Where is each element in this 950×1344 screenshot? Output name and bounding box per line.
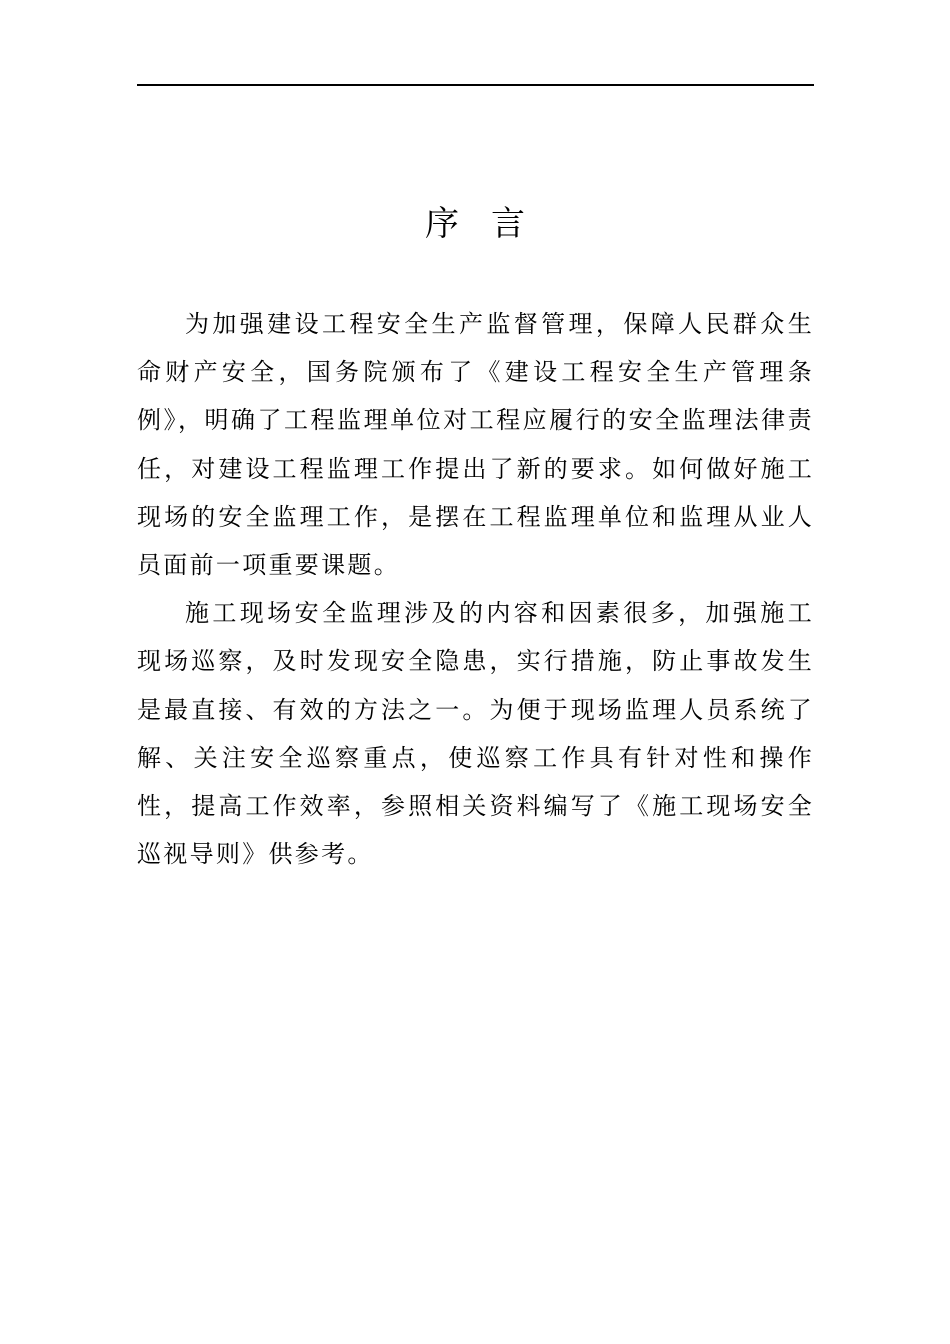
paragraph-1: 为加强建设工程安全生产监督管理，保障人民群众生命财产安全，国务院颁布了《建设工程安全生产管理条例》，明确了工程监理单位对工程应履行的安全监理法律责任，对建设工程监理工作提出了新的要求。如何做好施工现场的安全监理工作，是摆在工程监理单位和监理从业人员面前一项重要课题。 [137,310,814,580]
page-title: 序言 [425,204,557,244]
paragraph-2: 施工现场安全监理涉及的内容和因素很多，加强施工现场巡察，及时发现安全隐患，实行措施，防止事故发生是最直接、有效的方法之一。为便于现场监理人员系统了解、关注安全巡察重点，使巡察工作具有针对性和操作性，提高工作效率，参照相关资料编写了《施工现场安全巡视导则》供参考。 [137,599,814,869]
header-rule [137,84,814,86]
preface-body [137,300,814,878]
